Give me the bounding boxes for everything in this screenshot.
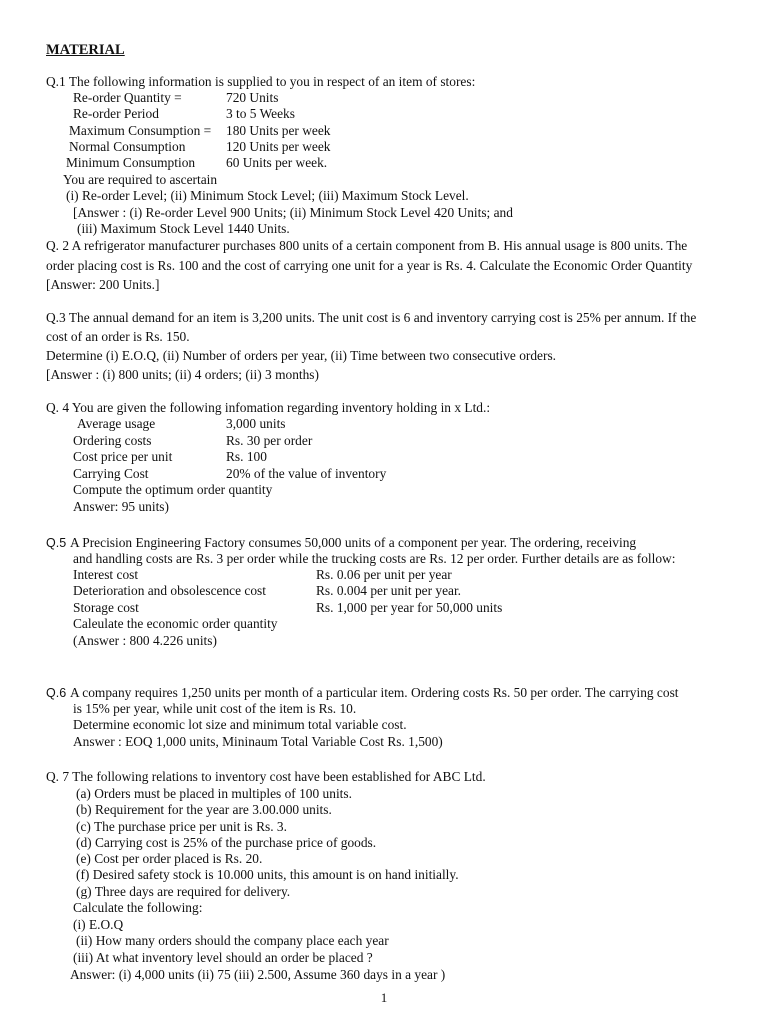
q7-calc: Calculate the following: bbox=[73, 900, 203, 915]
q1-value: 180 Units per week bbox=[226, 123, 331, 138]
q1-required: You are required to ascertain bbox=[63, 172, 218, 187]
q3-line: cost of an order is Rs. 150. bbox=[46, 329, 190, 344]
q5-cost-value: Rs. 0.004 per unit per year. bbox=[316, 583, 462, 598]
q7-item: (a) Orders must be placed in multiples of 100 units. bbox=[76, 786, 352, 801]
q3-line: Q.3 The annual demand for an item is 3,200 units. The unit cost is 6 and inventory carrying cost is 25% per annum. If the bbox=[46, 310, 697, 325]
q1-value: 60 Units per week. bbox=[226, 155, 328, 170]
q4-value: 3,000 units bbox=[226, 416, 286, 431]
q4-answer: Answer: 95 units) bbox=[73, 499, 169, 514]
q7-sub: (i) E.O.Q bbox=[73, 917, 124, 932]
q5-cost-label: Storage cost bbox=[73, 600, 139, 615]
q7-item: (e) Cost per order placed is Rs. 20. bbox=[76, 851, 263, 866]
page-title: MATERIAL bbox=[46, 42, 125, 58]
q5-line: A Precision Engineering Factory consumes 50,000 units of a component per year. The ordering, receiving bbox=[70, 535, 637, 550]
q7-answer: Answer: (i) 4,000 units (ii) 75 (iii) 2.500, Assume 360 days in a year ) bbox=[70, 967, 446, 982]
q4-value: Rs. 30 per order bbox=[226, 433, 313, 448]
q7-item: (b) Requirement for the year are 3.00.000 units. bbox=[76, 802, 332, 817]
q7-sub: (ii) How many orders should the company place each year bbox=[76, 933, 389, 948]
q2-line: order placing cost is Rs. 100 and the cost of carrying one unit for a year is Rs. 4. Calculate the Economic Order Quantity bbox=[46, 258, 693, 273]
page-number: 1 bbox=[380, 990, 388, 1005]
q7-item: (g) Three days are required for delivery. bbox=[76, 884, 291, 899]
q7-item: (d) Carrying cost is 25% of the purchase price of goods. bbox=[76, 835, 377, 850]
q1-value: 720 Units bbox=[226, 90, 279, 105]
q5-label: Q.5 bbox=[46, 536, 67, 550]
q2-answer: [Answer: 200 Units.] bbox=[46, 277, 160, 292]
q5-answer: (Answer : 800 4.226 units) bbox=[73, 633, 217, 648]
q5-cost-value: Rs. 0.06 per unit per year bbox=[316, 567, 452, 582]
q1-value: 3 to 5 Weeks bbox=[226, 106, 295, 121]
q4-compute: Compute the optimum order quantity bbox=[73, 482, 273, 497]
q1-label: Minimum Consumption bbox=[66, 155, 196, 170]
q1-label: Re-order Quantity = bbox=[73, 90, 182, 105]
q4-label: Ordering costs bbox=[73, 433, 152, 448]
q7-intro: Q. 7 The following relations to inventory cost have been established for ABC Ltd. bbox=[46, 769, 486, 784]
q1-value: 120 Units per week bbox=[226, 139, 331, 154]
q4-label: Average usage bbox=[77, 416, 156, 431]
q1-answer-cont: (iii) Maximum Stock Level 1440 Units. bbox=[77, 221, 290, 236]
q5-calc: Caleulate the economic order quantity bbox=[73, 616, 278, 631]
q1-label: Normal Consumption bbox=[69, 139, 186, 154]
q4-value: Rs. 100 bbox=[226, 449, 267, 464]
q5-cost-label: Interest cost bbox=[73, 567, 139, 582]
q5-line: and handling costs are Rs. 3 per order while the trucking costs are Rs. 12 per order. Further details are as follow: bbox=[73, 551, 676, 566]
q6-line: A company requires 1,250 units per month of a particular item. Ordering costs Rs. 50 per order. The carrying cost bbox=[70, 685, 679, 700]
q6-label: Q.6 bbox=[46, 686, 67, 700]
q6-line: Determine economic lot size and minimum total variable cost. bbox=[73, 717, 407, 732]
q6-answer: Answer : EOQ 1,000 units, Mininaum Total Variable Cost Rs. 1,500) bbox=[73, 734, 443, 749]
q7-item: (c) The purchase price per unit is Rs. 3. bbox=[76, 819, 287, 834]
q1-label: Maximum Consumption = bbox=[69, 123, 212, 138]
q1-intro: Q.1 The following information is supplied to you in respect of an item of stores: bbox=[46, 74, 476, 89]
q3-answer: [Answer : (i) 800 units; (ii) 4 orders; (ii) 3 months) bbox=[46, 367, 319, 382]
q7-sub: (iii) At what inventory level should an order be placed ? bbox=[73, 950, 373, 965]
q3-line: Determine (i) E.O.Q, (ii) Number of orders per year, (ii) Time between two consecutive orders. bbox=[46, 348, 557, 363]
q4-label: Cost price per unit bbox=[73, 449, 173, 464]
q2-line: Q. 2 A refrigerator manufacturer purchases 800 units of a certain component from B. His annual usage is 800 units. The bbox=[46, 238, 688, 253]
q1-parts: (i) Re-order Level; (ii) Minimum Stock Level; (iii) Maximum Stock Level. bbox=[66, 188, 469, 203]
q1-answer: [Answer : (i) Re-order Level 900 Units; (ii) Minimum Stock Level 420 Units; and bbox=[73, 205, 513, 220]
q4-value: 20% of the value of inventory bbox=[226, 466, 387, 481]
q4-label: Carrying Cost bbox=[73, 466, 149, 481]
q6-line: is 15% per year, while unit cost of the item is Rs. 10. bbox=[73, 701, 357, 716]
q1-label: Re-order Period bbox=[73, 106, 159, 121]
q4-intro: Q. 4 You are given the following infomation regarding inventory holding in x Ltd.: bbox=[46, 400, 491, 415]
q5-cost-value: Rs. 1,000 per year for 50,000 units bbox=[316, 600, 503, 615]
q5-cost-label: Deterioration and obsolescence cost bbox=[73, 583, 266, 598]
q7-item: (f) Desired safety stock is 10.000 units, this amount is on hand initially. bbox=[76, 867, 459, 882]
